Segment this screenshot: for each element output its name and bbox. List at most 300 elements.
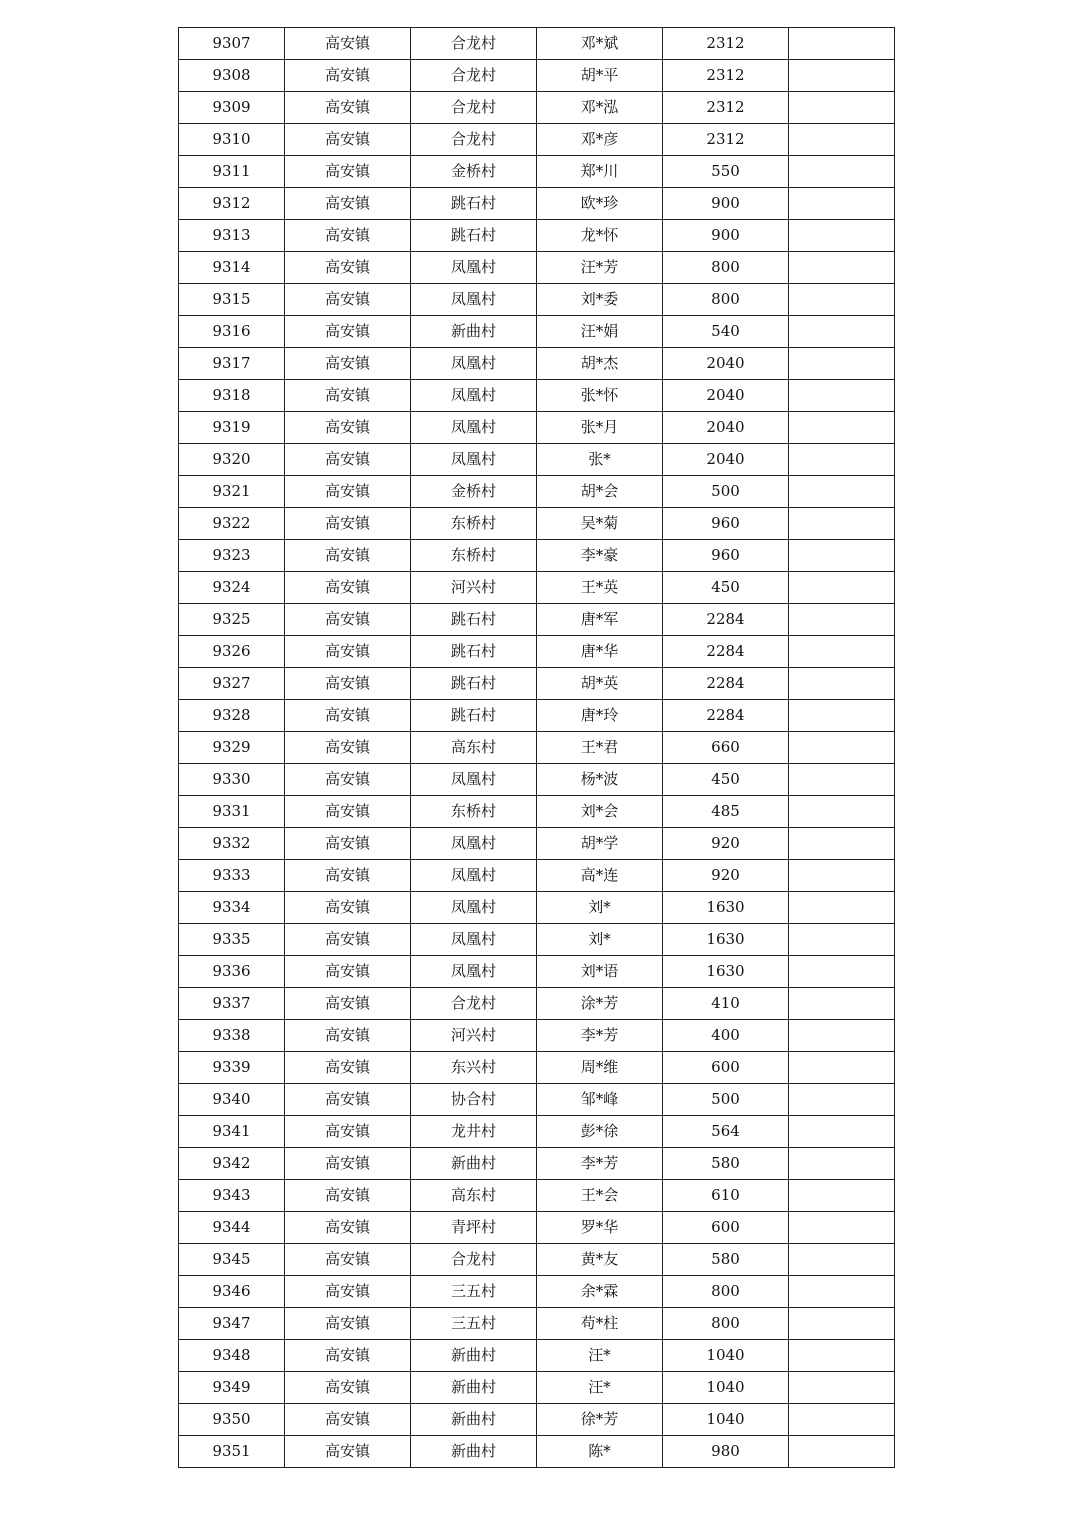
row-number-cell: 9320 <box>179 444 285 476</box>
village-cell: 凤凰村 <box>411 348 537 380</box>
note-cell <box>789 732 895 764</box>
note-cell <box>789 1276 895 1308</box>
note-cell <box>789 476 895 508</box>
note-cell <box>789 28 895 60</box>
village-cell: 凤凰村 <box>411 412 537 444</box>
village-cell: 东桥村 <box>411 796 537 828</box>
note-cell <box>789 540 895 572</box>
note-cell <box>789 572 895 604</box>
amount-cell: 980 <box>663 1436 789 1468</box>
row-number-cell: 9340 <box>179 1084 285 1116</box>
row-number-cell: 9339 <box>179 1052 285 1084</box>
village-cell: 河兴村 <box>411 1020 537 1052</box>
name-cell: 陈* <box>537 1436 663 1468</box>
row-number-cell: 9337 <box>179 988 285 1020</box>
name-cell: 唐*玲 <box>537 700 663 732</box>
table-row <box>179 188 895 220</box>
name-cell: 高*连 <box>537 860 663 892</box>
village-cell: 合龙村 <box>411 988 537 1020</box>
village-cell: 跳石村 <box>411 188 537 220</box>
table-row <box>179 796 895 828</box>
village-cell: 东桥村 <box>411 540 537 572</box>
row-number-cell: 9332 <box>179 828 285 860</box>
town-cell: 高安镇 <box>285 1276 411 1308</box>
name-cell: 邓*斌 <box>537 28 663 60</box>
name-cell: 张*月 <box>537 412 663 444</box>
village-cell: 跳石村 <box>411 700 537 732</box>
town-cell: 高安镇 <box>285 124 411 156</box>
table-row <box>179 668 895 700</box>
row-number-cell: 9344 <box>179 1212 285 1244</box>
name-cell: 刘*语 <box>537 956 663 988</box>
note-cell <box>789 636 895 668</box>
name-cell: 邹*峰 <box>537 1084 663 1116</box>
town-cell: 高安镇 <box>285 988 411 1020</box>
village-cell: 金桥村 <box>411 156 537 188</box>
row-number-cell: 9350 <box>179 1404 285 1436</box>
village-cell: 东桥村 <box>411 508 537 540</box>
amount-cell: 1040 <box>663 1340 789 1372</box>
note-cell <box>789 316 895 348</box>
name-cell: 周*维 <box>537 1052 663 1084</box>
row-number-cell: 9349 <box>179 1372 285 1404</box>
name-cell: 罗*华 <box>537 1212 663 1244</box>
name-cell: 汪*娟 <box>537 316 663 348</box>
town-cell: 高安镇 <box>285 1052 411 1084</box>
note-cell <box>789 1148 895 1180</box>
name-cell: 刘* <box>537 892 663 924</box>
name-cell: 胡*会 <box>537 476 663 508</box>
table-row <box>179 1116 895 1148</box>
note-cell <box>789 988 895 1020</box>
amount-cell: 600 <box>663 1212 789 1244</box>
amount-cell: 580 <box>663 1148 789 1180</box>
village-cell: 凤凰村 <box>411 444 537 476</box>
table-row <box>179 1372 895 1404</box>
table-row <box>179 412 895 444</box>
town-cell: 高安镇 <box>285 1020 411 1052</box>
note-cell <box>789 412 895 444</box>
town-cell: 高安镇 <box>285 156 411 188</box>
town-cell: 高安镇 <box>285 1180 411 1212</box>
note-cell <box>789 1244 895 1276</box>
amount-cell: 800 <box>663 284 789 316</box>
village-cell: 凤凰村 <box>411 284 537 316</box>
amount-cell: 1630 <box>663 956 789 988</box>
amount-cell: 2040 <box>663 380 789 412</box>
amount-cell: 2284 <box>663 700 789 732</box>
name-cell: 李*豪 <box>537 540 663 572</box>
town-cell: 高安镇 <box>285 1340 411 1372</box>
row-number-cell: 9310 <box>179 124 285 156</box>
town-cell: 高安镇 <box>285 412 411 444</box>
note-cell <box>789 220 895 252</box>
table-row <box>179 316 895 348</box>
amount-cell: 900 <box>663 220 789 252</box>
village-cell: 新曲村 <box>411 1436 537 1468</box>
village-cell: 三五村 <box>411 1308 537 1340</box>
note-cell <box>789 668 895 700</box>
amount-cell: 1630 <box>663 924 789 956</box>
row-number-cell: 9316 <box>179 316 285 348</box>
name-cell: 张* <box>537 444 663 476</box>
name-cell: 郑*川 <box>537 156 663 188</box>
village-cell: 合龙村 <box>411 92 537 124</box>
amount-cell: 540 <box>663 316 789 348</box>
village-cell: 跳石村 <box>411 604 537 636</box>
row-number-cell: 9321 <box>179 476 285 508</box>
name-cell: 黄*友 <box>537 1244 663 1276</box>
table-row <box>179 924 895 956</box>
town-cell: 高安镇 <box>285 316 411 348</box>
town-cell: 高安镇 <box>285 1404 411 1436</box>
town-cell: 高安镇 <box>285 380 411 412</box>
row-number-cell: 9334 <box>179 892 285 924</box>
amount-cell: 920 <box>663 828 789 860</box>
row-number-cell: 9347 <box>179 1308 285 1340</box>
town-cell: 高安镇 <box>285 700 411 732</box>
row-number-cell: 9351 <box>179 1436 285 1468</box>
note-cell <box>789 828 895 860</box>
village-cell: 合龙村 <box>411 124 537 156</box>
row-number-cell: 9325 <box>179 604 285 636</box>
village-cell: 河兴村 <box>411 572 537 604</box>
table-row <box>179 572 895 604</box>
name-cell: 胡*杰 <box>537 348 663 380</box>
town-cell: 高安镇 <box>285 764 411 796</box>
name-cell: 邓*泓 <box>537 92 663 124</box>
note-cell <box>789 1308 895 1340</box>
table-row <box>179 92 895 124</box>
note-cell <box>789 1052 895 1084</box>
row-number-cell: 9329 <box>179 732 285 764</box>
table-row <box>179 892 895 924</box>
data-table <box>178 27 895 1468</box>
town-cell: 高安镇 <box>285 1148 411 1180</box>
name-cell: 余*霖 <box>537 1276 663 1308</box>
table-row <box>179 1180 895 1212</box>
table-row <box>179 348 895 380</box>
table-row <box>179 476 895 508</box>
amount-cell: 400 <box>663 1020 789 1052</box>
town-cell: 高安镇 <box>285 1244 411 1276</box>
village-cell: 凤凰村 <box>411 252 537 284</box>
town-cell: 高安镇 <box>285 284 411 316</box>
amount-cell: 2040 <box>663 348 789 380</box>
note-cell <box>789 92 895 124</box>
village-cell: 新曲村 <box>411 1148 537 1180</box>
row-number-cell: 9330 <box>179 764 285 796</box>
table-row <box>179 284 895 316</box>
amount-cell: 450 <box>663 572 789 604</box>
table-row <box>179 220 895 252</box>
village-cell: 东兴村 <box>411 1052 537 1084</box>
table-row <box>179 1404 895 1436</box>
town-cell: 高安镇 <box>285 220 411 252</box>
amount-cell: 960 <box>663 508 789 540</box>
note-cell <box>789 1020 895 1052</box>
town-cell: 高安镇 <box>285 828 411 860</box>
name-cell: 张*怀 <box>537 380 663 412</box>
name-cell: 龙*怀 <box>537 220 663 252</box>
name-cell: 唐*军 <box>537 604 663 636</box>
village-cell: 金桥村 <box>411 476 537 508</box>
village-cell: 跳石村 <box>411 636 537 668</box>
table-row <box>179 540 895 572</box>
note-cell <box>789 1436 895 1468</box>
name-cell: 汪* <box>537 1340 663 1372</box>
amount-cell: 2312 <box>663 60 789 92</box>
row-number-cell: 9317 <box>179 348 285 380</box>
row-number-cell: 9311 <box>179 156 285 188</box>
table-row <box>179 124 895 156</box>
table-row <box>179 28 895 60</box>
town-cell: 高安镇 <box>285 252 411 284</box>
amount-cell: 2284 <box>663 668 789 700</box>
amount-cell: 550 <box>663 156 789 188</box>
row-number-cell: 9328 <box>179 700 285 732</box>
name-cell: 欧*珍 <box>537 188 663 220</box>
amount-cell: 920 <box>663 860 789 892</box>
table-row <box>179 1148 895 1180</box>
village-cell: 凤凰村 <box>411 892 537 924</box>
row-number-cell: 9326 <box>179 636 285 668</box>
amount-cell: 500 <box>663 1084 789 1116</box>
row-number-cell: 9346 <box>179 1276 285 1308</box>
village-cell: 跳石村 <box>411 220 537 252</box>
amount-cell: 580 <box>663 1244 789 1276</box>
village-cell: 凤凰村 <box>411 956 537 988</box>
row-number-cell: 9342 <box>179 1148 285 1180</box>
town-cell: 高安镇 <box>285 860 411 892</box>
table-row <box>179 60 895 92</box>
amount-cell: 1630 <box>663 892 789 924</box>
row-number-cell: 9309 <box>179 92 285 124</box>
name-cell: 徐*芳 <box>537 1404 663 1436</box>
note-cell <box>789 252 895 284</box>
amount-cell: 2040 <box>663 444 789 476</box>
name-cell: 吴*菊 <box>537 508 663 540</box>
table-row <box>179 700 895 732</box>
name-cell: 王*会 <box>537 1180 663 1212</box>
note-cell <box>789 284 895 316</box>
note-cell <box>789 924 895 956</box>
row-number-cell: 9327 <box>179 668 285 700</box>
amount-cell: 2312 <box>663 124 789 156</box>
name-cell: 杨*波 <box>537 764 663 796</box>
amount-cell: 485 <box>663 796 789 828</box>
town-cell: 高安镇 <box>285 508 411 540</box>
village-cell: 高东村 <box>411 732 537 764</box>
amount-cell: 2284 <box>663 604 789 636</box>
row-number-cell: 9343 <box>179 1180 285 1212</box>
row-number-cell: 9308 <box>179 60 285 92</box>
row-number-cell: 9333 <box>179 860 285 892</box>
note-cell <box>789 188 895 220</box>
name-cell: 苟*柱 <box>537 1308 663 1340</box>
town-cell: 高安镇 <box>285 476 411 508</box>
village-cell: 凤凰村 <box>411 924 537 956</box>
name-cell: 涂*芳 <box>537 988 663 1020</box>
row-number-cell: 9323 <box>179 540 285 572</box>
row-number-cell: 9336 <box>179 956 285 988</box>
row-number-cell: 9314 <box>179 252 285 284</box>
table-row <box>179 252 895 284</box>
name-cell: 胡*平 <box>537 60 663 92</box>
table-row <box>179 1084 895 1116</box>
note-cell <box>789 348 895 380</box>
town-cell: 高安镇 <box>285 60 411 92</box>
note-cell <box>789 1372 895 1404</box>
amount-cell: 2312 <box>663 92 789 124</box>
village-cell: 合龙村 <box>411 60 537 92</box>
amount-cell: 610 <box>663 1180 789 1212</box>
row-number-cell: 9322 <box>179 508 285 540</box>
row-number-cell: 9324 <box>179 572 285 604</box>
amount-cell: 660 <box>663 732 789 764</box>
note-cell <box>789 956 895 988</box>
row-number-cell: 9341 <box>179 1116 285 1148</box>
town-cell: 高安镇 <box>285 444 411 476</box>
row-number-cell: 9315 <box>179 284 285 316</box>
note-cell <box>789 892 895 924</box>
row-number-cell: 9319 <box>179 412 285 444</box>
note-cell <box>789 700 895 732</box>
village-cell: 合龙村 <box>411 1244 537 1276</box>
amount-cell: 2312 <box>663 28 789 60</box>
note-cell <box>789 1084 895 1116</box>
table-row <box>179 828 895 860</box>
amount-cell: 800 <box>663 252 789 284</box>
amount-cell: 800 <box>663 1308 789 1340</box>
name-cell: 汪*芳 <box>537 252 663 284</box>
amount-cell: 600 <box>663 1052 789 1084</box>
town-cell: 高安镇 <box>285 1372 411 1404</box>
name-cell: 王*英 <box>537 572 663 604</box>
town-cell: 高安镇 <box>285 572 411 604</box>
amount-cell: 564 <box>663 1116 789 1148</box>
town-cell: 高安镇 <box>285 1212 411 1244</box>
town-cell: 高安镇 <box>285 28 411 60</box>
name-cell: 汪* <box>537 1372 663 1404</box>
name-cell: 刘* <box>537 924 663 956</box>
row-number-cell: 9331 <box>179 796 285 828</box>
table-row <box>179 1052 895 1084</box>
table-row <box>179 1020 895 1052</box>
town-cell: 高安镇 <box>285 892 411 924</box>
table-row <box>179 1308 895 1340</box>
row-number-cell: 9307 <box>179 28 285 60</box>
amount-cell: 1040 <box>663 1372 789 1404</box>
table-row <box>179 604 895 636</box>
table-row <box>179 988 895 1020</box>
note-cell <box>789 156 895 188</box>
town-cell: 高安镇 <box>285 604 411 636</box>
amount-cell: 2040 <box>663 412 789 444</box>
row-number-cell: 9313 <box>179 220 285 252</box>
note-cell <box>789 1180 895 1212</box>
name-cell: 李*芳 <box>537 1020 663 1052</box>
table-row <box>179 380 895 412</box>
amount-cell: 2284 <box>663 636 789 668</box>
town-cell: 高安镇 <box>285 188 411 220</box>
village-cell: 新曲村 <box>411 1372 537 1404</box>
note-cell <box>789 1404 895 1436</box>
note-cell <box>789 508 895 540</box>
table-row <box>179 508 895 540</box>
name-cell: 刘*会 <box>537 796 663 828</box>
village-cell: 新曲村 <box>411 1340 537 1372</box>
name-cell: 邓*彦 <box>537 124 663 156</box>
village-cell: 三五村 <box>411 1276 537 1308</box>
amount-cell: 500 <box>663 476 789 508</box>
row-number-cell: 9335 <box>179 924 285 956</box>
village-cell: 新曲村 <box>411 316 537 348</box>
amount-cell: 960 <box>663 540 789 572</box>
note-cell <box>789 860 895 892</box>
table-body <box>179 28 895 1468</box>
note-cell <box>789 1116 895 1148</box>
note-cell <box>789 604 895 636</box>
town-cell: 高安镇 <box>285 1436 411 1468</box>
village-cell: 协合村 <box>411 1084 537 1116</box>
name-cell: 彭*徐 <box>537 1116 663 1148</box>
village-cell: 青坪村 <box>411 1212 537 1244</box>
town-cell: 高安镇 <box>285 348 411 380</box>
village-cell: 跳石村 <box>411 668 537 700</box>
village-cell: 龙井村 <box>411 1116 537 1148</box>
village-cell: 高东村 <box>411 1180 537 1212</box>
table-row <box>179 1276 895 1308</box>
table-row <box>179 1212 895 1244</box>
town-cell: 高安镇 <box>285 956 411 988</box>
name-cell: 胡*学 <box>537 828 663 860</box>
amount-cell: 450 <box>663 764 789 796</box>
row-number-cell: 9338 <box>179 1020 285 1052</box>
town-cell: 高安镇 <box>285 92 411 124</box>
table-row <box>179 636 895 668</box>
village-cell: 新曲村 <box>411 1404 537 1436</box>
name-cell: 王*君 <box>537 732 663 764</box>
table-row <box>179 764 895 796</box>
name-cell: 刘*委 <box>537 284 663 316</box>
amount-cell: 900 <box>663 188 789 220</box>
table-row <box>179 1340 895 1372</box>
town-cell: 高安镇 <box>285 540 411 572</box>
village-cell: 凤凰村 <box>411 860 537 892</box>
table-row <box>179 1244 895 1276</box>
table-row <box>179 1436 895 1468</box>
table-row <box>179 860 895 892</box>
town-cell: 高安镇 <box>285 796 411 828</box>
town-cell: 高安镇 <box>285 668 411 700</box>
table-row <box>179 444 895 476</box>
town-cell: 高安镇 <box>285 924 411 956</box>
amount-cell: 800 <box>663 1276 789 1308</box>
row-number-cell: 9348 <box>179 1340 285 1372</box>
name-cell: 李*芳 <box>537 1148 663 1180</box>
table-row <box>179 732 895 764</box>
village-cell: 凤凰村 <box>411 764 537 796</box>
table-row <box>179 956 895 988</box>
note-cell <box>789 60 895 92</box>
village-cell: 合龙村 <box>411 28 537 60</box>
name-cell: 唐*华 <box>537 636 663 668</box>
row-number-cell: 9312 <box>179 188 285 220</box>
town-cell: 高安镇 <box>285 636 411 668</box>
village-cell: 凤凰村 <box>411 380 537 412</box>
table-row <box>179 156 895 188</box>
